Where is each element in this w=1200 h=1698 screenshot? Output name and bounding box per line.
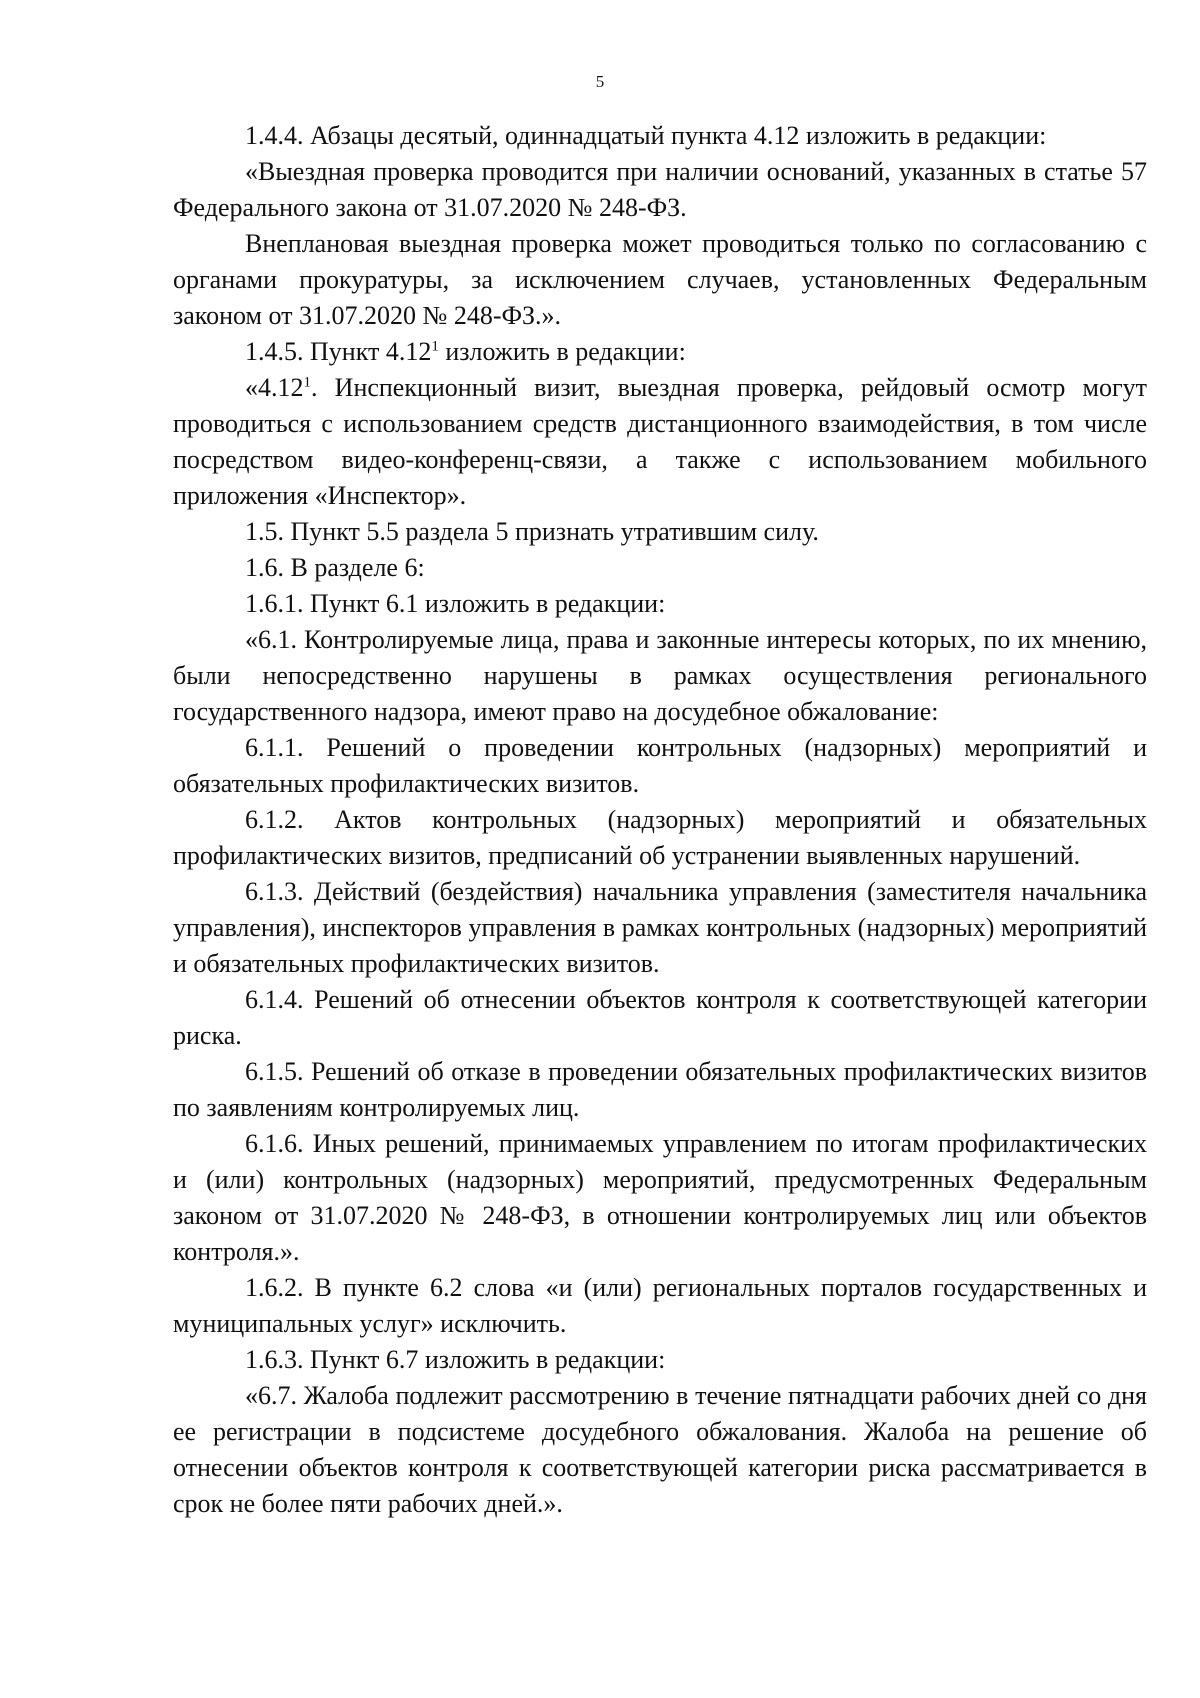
paragraph-6-1-1: 6.1.1. Решений о проведении контрольных (надзорных) мероприятий и обязательных профилактических визитов. (173, 733, 1147, 798)
paragraph-1-6-3: 1.6.3. Пункт 6.7 изложить в редакции: (245, 1345, 666, 1374)
paragraph-1-6-2: 1.6.2. В пункте 6.2 слова «и (или) региональных порталов государственных и муниципальных услуг» исключить. (173, 1273, 1147, 1338)
paragraph-1-4-4: 1.4.4. Абзацы десятый, одиннадцатый пункта 4.12 изложить в редакции: (245, 121, 1047, 150)
paragraph-4-12-1-text-start: «4.12 (245, 373, 304, 402)
document-body (173, 118, 1147, 1522)
paragraph-6-1-4: 6.1.4. Решений об отнесении объектов контроля к соответствующей категории риска. (173, 985, 1147, 1050)
paragraph-1-5: 1.5. Пункт 5.5 раздела 5 признать утратившим силу. (245, 517, 819, 546)
superscript-1: 1 (303, 374, 311, 391)
page-number: 5 (595, 72, 605, 91)
paragraph-1-6: 1.6. В разделе 6: (245, 553, 425, 582)
paragraph-1-4-5-text-start: 1.4.5. Пункт 4.12 (245, 337, 432, 366)
paragraph-6-1-3: 6.1.3. Действий (бездействия) начальника управления (заместителя начальника управления), инспекторов управления в рамках контрольных (надзорных) мероприятий и обязательных профилактических визитов. (173, 877, 1147, 978)
paragraph-vneplanovaya-proverka: Внеплановая выездная проверка может проводиться только по согласованию с органами прокуратуры, за исключением случаев, установленных Федеральным законом от 31.07.2020 № 248-ФЗ.». (173, 229, 1147, 330)
superscript-1: 1 (431, 338, 439, 355)
paragraph-4-12-1-text-end: . Инспекционный визит, выездная проверка, рейдовый осмотр могут проводиться с использованием средств дистанционного взаимодействия, в том числе посредством видео-конференц-связи, а также с использованием мобильного приложения «Инспектор». (173, 373, 1147, 510)
paragraph-1-6-1: 1.6.1. Пункт 6.1 изложить в редакции: (245, 589, 666, 618)
paragraph-6-7: «6.7. Жалоба подлежит рассмотрению в течение пятнадцати рабочих дней со дня ее регистрации в подсистеме досудебного обжалования. Жалоба на решение об отнесении объектов контроля к соответствующей категории риска рассматривается в срок не более пяти рабочих дней.». (173, 1381, 1147, 1518)
paragraph-6-1-2: 6.1.2. Актов контрольных (надзорных) мероприятий и обязательных профилактических визитов, предписаний об устранении выявленных нарушений. (173, 805, 1147, 870)
paragraph-4-12-1 (173, 370, 1147, 514)
paragraph-6-1-5: 6.1.5. Решений об отказе в проведении обязательных профилактических визитов по заявлениям контролируемых лиц. (173, 1057, 1147, 1122)
paragraph-1-4-5 (173, 334, 1147, 370)
paragraph-6-1: «6.1. Контролируемые лица, права и законные интересы которых, по их мнению, были непосредственно нарушены в рамках осуществления регионального государственного надзора, имеют право на досудебное обжалование: (173, 625, 1147, 726)
paragraph-quote-vyezdnaya-proverka: «Выездная проверка проводится при наличии оснований, указанных в статье 57 Федерального закона от 31.07.2020 № 248-ФЗ. (173, 157, 1147, 222)
paragraph-1-4-5-text-end: изложить в редакции: (438, 337, 686, 366)
paragraph-6-1-6: 6.1.6. Иных решений, принимаемых управлением по итогам профилактических и (или) контрольных (надзорных) мероприятий, предусмотренных Федеральным законом от 31.07.2020 № 248-ФЗ, в отношении контролируемых лиц или объектов контроля.». (173, 1129, 1147, 1266)
